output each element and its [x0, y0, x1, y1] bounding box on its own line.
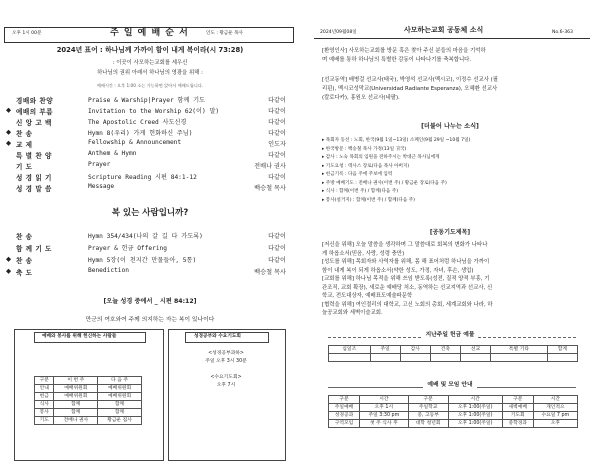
- order-leader: 다같이: [268, 257, 286, 264]
- order-row: [0, 183, 300, 193]
- news-title: 사모하는교회 공동체 소식: [404, 26, 484, 34]
- service-leader: 인도 : 황금운 목사: [206, 31, 243, 36]
- share-news-title: [더불어 나누는 소식]: [421, 123, 479, 130]
- order-name: 신 앙 고 백: [16, 119, 52, 127]
- order-desc: Hymn 5장(이 천지간 만물들아, 5통): [88, 257, 197, 264]
- study-box-title: 성경공부와 수요기도회: [194, 333, 241, 339]
- order-name: 교 제: [16, 141, 33, 149]
- list-item: ▸ 식사 : 함께(이번 주) / 함께(다음 주): [322, 189, 399, 194]
- list-item: ▸ 봉사(설거지) : 함께(이번 주) / 함께(다음 주): [322, 197, 415, 203]
- table-row: 기도 전배나 권사 황금운 집사: [35, 417, 142, 425]
- order-row: ◆ 예배의 부름 Invitation to the Worship 62(이) 말) 다같이: [6, 106, 286, 116]
- order-desc: Message: [88, 183, 115, 190]
- prayer-title: [공동기도제목]: [429, 229, 471, 236]
- table-row: 구역모임 첫 주 식사 후 대학 청년회 오후 1:00(주일) 중학경과 오후: [329, 420, 578, 428]
- order-name: 찬 송: [16, 257, 33, 265]
- order-name: 함 께 기 도: [16, 245, 52, 253]
- offering-table-header: 십일조 주일 감사 건축 선교 특별 기타 합계: [329, 346, 578, 354]
- order-row: [0, 231, 300, 241]
- order-row: [0, 117, 300, 127]
- order-row: ◆ 찬 송 Hymn 8(우리) 가게 헌화하신 주님) 다같이: [6, 128, 286, 138]
- order-row: ◆ 교 제 Fellowship & Announcement 인도자: [6, 139, 286, 149]
- table-row: 봉사 함께 함께: [35, 409, 142, 417]
- order-desc: Praise & Warship|Prayer 함께 기도: [88, 97, 206, 104]
- bulletin-date: 2024년09월08일: [320, 30, 357, 35]
- service-title: 주 일 예 배 순 서: [110, 28, 189, 38]
- bible-study-time: 주일 오후 3시 30분: [205, 359, 247, 364]
- order-desc: Hymn 354/434(나의 갈 길 다 가도록): [88, 233, 203, 240]
- order-leader: 다같이: [268, 174, 286, 181]
- order-leader: 다같이: [268, 108, 286, 115]
- order-leader: 백승철 목사: [254, 185, 286, 192]
- table-row: 주일예배 오후 1시 주일학교 오후 1:00(주일) 새벽예배 개인적으: [329, 404, 578, 412]
- order-desc: Fellowship & Announcement: [88, 139, 182, 146]
- order-row: ◆ 찬 송 Hymn 5장(이 천지간 만물들아, 5통) 다같이: [6, 255, 286, 265]
- order-name: 성 경 말 씀: [16, 185, 52, 193]
- order-desc: Anthem & Hymn: [88, 150, 137, 157]
- wednesday-prayer-time: 오후 7시: [216, 383, 236, 388]
- order-row: [0, 161, 300, 171]
- list-item: ▸ 감사 : 노숙 목회의 임원을 전하주시는 박대근 목사님에게: [322, 155, 440, 160]
- order-leader: 백승철 목사: [254, 269, 286, 276]
- order-name: 성 경 읽 기: [16, 174, 52, 182]
- order-name: 기 도: [16, 163, 33, 171]
- order-name: 경배와 찬양: [16, 97, 54, 105]
- order-leader: 인도자: [268, 141, 286, 148]
- serving-table-header: 구분 이 번 주 다 음 주: [35, 377, 142, 385]
- serving-box-title: 예배와 봉사를 위해 헌신하는 사람들: [42, 333, 117, 339]
- schedule-title: 예배 및 모임 안내: [300, 383, 600, 389]
- wednesday-prayer-title: <수요기도회>: [210, 375, 242, 380]
- order-name: 축 도: [16, 269, 33, 277]
- order-desc: Benediction: [88, 267, 129, 274]
- order-leader: 다같이: [268, 152, 286, 159]
- order-leader: 다같이: [268, 130, 286, 137]
- list-item: ▸ 주방 예배기도 : 전배나 권사(이번 주) / 황금운 장로(다음 주): [322, 180, 447, 186]
- table-row: 안내 예배위원회 예배위원회: [35, 385, 142, 393]
- order-name: 찬 송: [16, 233, 33, 241]
- order-row: [0, 95, 300, 105]
- order-name: 특 별 찬 양: [16, 152, 52, 160]
- order-row: [0, 172, 300, 182]
- order-desc: Prayer: [88, 161, 111, 168]
- offering-table-values: [329, 354, 578, 362]
- worship-note: 예배시간 : 오후 1:00 소는 가능하면 앉아서 예배드립니다.: [96, 83, 204, 88]
- order-row: ◆ 축 도 Benediction 백승철 목사: [6, 267, 286, 277]
- verse-text: 만군의 여호와여 주께 의지하는 자는 복이 있나이다: [85, 317, 215, 323]
- order-row: [0, 243, 300, 253]
- offering-table: [328, 345, 578, 362]
- bible-study-title: <성경공부과하>: [208, 351, 244, 356]
- bulletin-right-page: 2024년09월08일 사모하는교회 공동체 소식 No.6-363 [환영인사] 사모하는교회를 방문 혹은 찾아 주신 분들의 마음을 기억하 며 예배를 통하 하나님의 특별한 감동이 나타나기를 축복합니다. [선교동역] 배병걸 선교사(태국), 박영석 선교사(멕시코), 이정수 선교사 (필 리핀), 멕시코성막교(Universidad Radiante Esperanza), 오혜환 선교사 (칼로다카), 홍원오 선교사(네팔). [더불어 나누는 소식] ▸ 목회자 동선 : 노회, 한국(9월 1일~13일) 소페인(9월 29일 ~10월 7일) ▸ 한국방문 : 백승철 목사 가정(13일 귀국) ▸ 감사 : 노숙 목회의 임원을 전하주시는 박대근 목사님에게 ▸ 기도요청 : 텍사스 장로(다음 목사 아버지) ▸ 헌금기록 : 다음 주에 주보에 입력 ▸ 주방 예배기도 : 전배나 권사(이번 주) / 황금운 장로(다음 주) ▸ 식사 : 함께(이번 주) / 함께(다음 주) ▸ 봉사(설거지) : 함께(이번 주) / 함께(다음 주) [공동기도제목] [저신을 위해] 오늘 말씀을 생각하며 그 말씀대로 회복의 변화가 나타나 게 하옵소서(믿음, 사랑, 성령 충만) [성도를 위해] 목회자와 사역자를 위해, 몸 해 표어처럼 하나님을 가까이 함이 내게 복이 되게 하옵소서(약한 성도, 가정, 자녀, 후손, 생업) [교회를 위해] 하나님 목적을 위해 쓰임 받도록(성전, 질적 양적 부흥, 기 관조직, 교회 확장), 새로운 예배당 처소, 동역하는 선교지역과 선교사, 신 학교, 전도대상자, 예배표도예술파문학 [협력을 위해] 여인절리의 대학교, 고신 노회의 총회, 세계교회와 나라, 하 늘공교회와 세벽이슬교회. 지난주일 헌금 예물 십일조 주일 감사 건축 선교 특별 기타 합계 예배 및 모임 안내 구분 시간 구분 시간 구분 시간 주일예배 오후 1시 주일학교 오후 1:00(주일) 새벽예배 개인적으 성경공과 주일 3:30 pm 중, 고등부 오후 1:00(주일) 기도회 수요일 7 pm 구역모임 첫 주 식사 후 대학 청년회 오후 1:00(주일) 중학경과 오후: [300, 0, 600, 464]
- order-desc: Invitation to the Worship 62(이) 말): [88, 108, 220, 115]
- sermon-title: 복 있는 사람입니까?: [111, 208, 189, 218]
- list-item: ▸ 기도요청 : 텍사스 장로(다음 목사 아버지): [322, 163, 410, 169]
- order-desc: The Apostolic Creed 사도신경: [88, 119, 187, 126]
- order-desc: Prayer & 헌금 Offering: [88, 245, 168, 252]
- order-name: 예배의 부름: [16, 108, 54, 116]
- order-desc: Scripture Reading 시편 84:1-12: [88, 174, 197, 181]
- order-name: 찬 송: [16, 130, 33, 138]
- schedule-table: [328, 395, 578, 428]
- header-rule: [314, 38, 590, 39]
- order-leader: 다같이: [268, 119, 286, 126]
- vision-line-1: : 이곳이 사모하는교회를 세우신: [112, 60, 188, 66]
- list-item: ▸ 헌금기록 : 다음 주에 주보에 입력: [322, 172, 393, 177]
- order-row: [0, 150, 300, 160]
- list-item: ▸ 목회자 동선 : 노회, 한국(9월 1일~13일) 소페인(9월 29일 ~10월 7일): [322, 138, 471, 143]
- table-row: 성경공과 주일 3:30 pm 중, 고등부 오후 1:00(주일) 기도회 수요일 7 pm: [329, 412, 578, 420]
- table-row: 식사 함께 함께: [35, 401, 142, 409]
- order-leader: 다같이: [268, 245, 286, 252]
- order-leader: 다같이: [268, 233, 286, 240]
- year-theme: 2024년 표어 : 하나님께 가까이 함이 내게 복이라(시 73:28): [56, 46, 244, 54]
- order-leader: 다같이: [268, 97, 286, 104]
- service-time: 오후 1시 00분: [12, 31, 42, 36]
- schedule-table-header: 구분 시간 구분 시간 구분 시간: [329, 396, 578, 404]
- table-row: 헌금 예배위원회 예배위원회: [35, 393, 142, 401]
- study-box: [168, 329, 286, 461]
- serving-table: [34, 376, 142, 425]
- order-leader: 전배나 권사: [254, 163, 286, 170]
- order-desc: Hymn 8(우리) 가게 헌화하신 주님): [88, 130, 193, 137]
- verse-title: [오늘 성경 중에서 _ 시편 84:12]: [103, 298, 197, 305]
- issue-number: No.6-363: [552, 30, 573, 35]
- offering-title: 지난주일 헌금 예물: [300, 333, 600, 339]
- list-item: ▸ 한국방문 : 백승철 목사 가정(13일 귀국): [322, 146, 407, 152]
- vision-line-2: 하나님의 권위 아래서 하나님의 영광을 위해 :: [97, 70, 203, 76]
